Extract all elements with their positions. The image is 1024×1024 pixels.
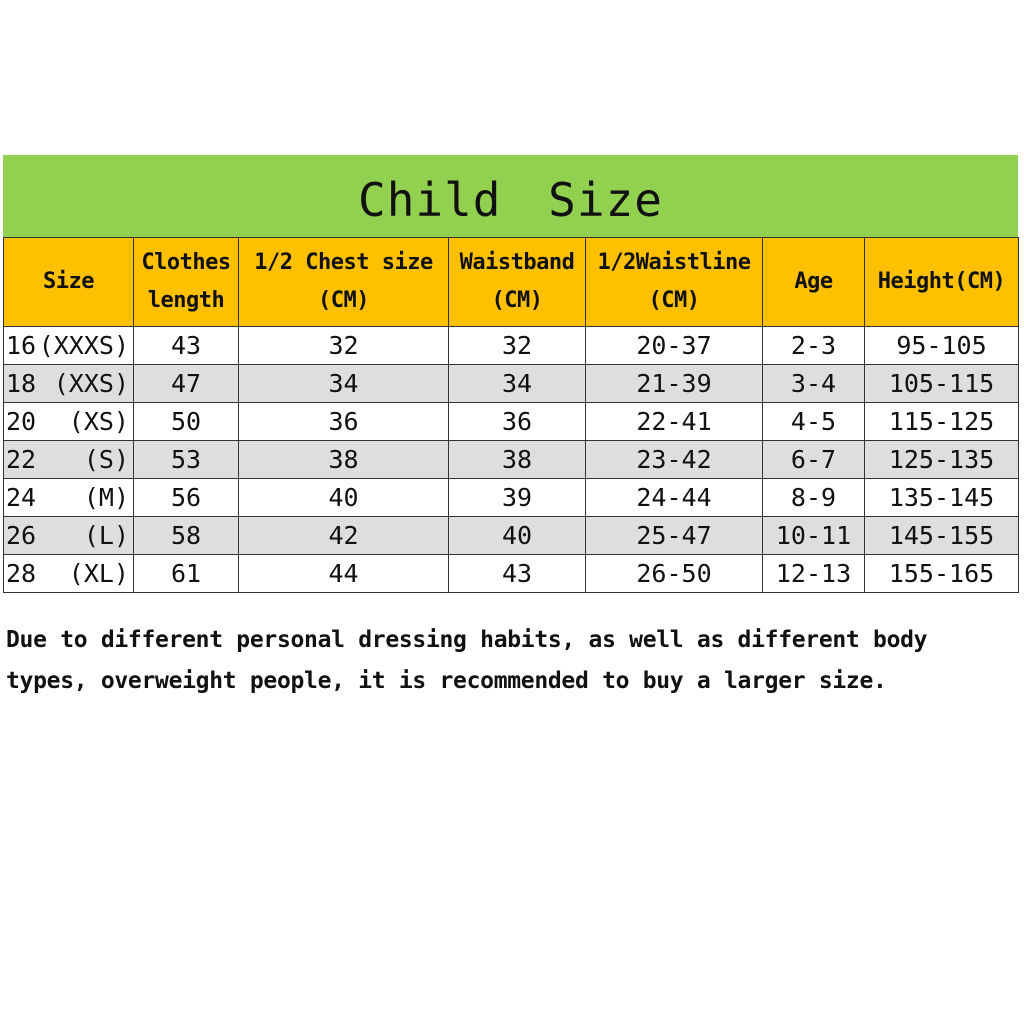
age-cell: 3-4 — [763, 365, 865, 403]
length-cell: 56 — [134, 479, 239, 517]
height-cell: 115-125 — [865, 403, 1019, 441]
note-line-2: types, overweight people, it is recommended to buy a larger size. — [6, 668, 887, 694]
waistline-cell: 24-44 — [586, 479, 763, 517]
chest-cell: 34 — [239, 365, 449, 403]
sizing-note — [6, 620, 1016, 702]
size-number: 16 — [6, 331, 37, 360]
table-row — [4, 327, 1019, 365]
table-row — [4, 517, 1019, 555]
size-cell — [4, 517, 134, 555]
column-header — [449, 238, 586, 327]
age-cell: 2-3 — [763, 327, 865, 365]
note-line-1: Due to different personal dressing habits, as well as different body — [6, 627, 928, 653]
waistband-cell: 43 — [449, 555, 586, 593]
waistline-cell: 25-47 — [586, 517, 763, 555]
age-cell: 12-13 — [763, 555, 865, 593]
column-header — [763, 238, 865, 327]
column-header-line: Waistband — [459, 250, 575, 275]
size-label: (XXXS) — [38, 331, 129, 360]
size-label: (XL) — [68, 559, 129, 588]
waistband-cell: 39 — [449, 479, 586, 517]
length-cell: 58 — [134, 517, 239, 555]
column-header — [4, 238, 134, 327]
size-cell — [4, 327, 134, 365]
column-header-line: 1/2 Chest size — [254, 250, 433, 275]
waistband-cell: 32 — [449, 327, 586, 365]
height-cell: 135-145 — [865, 479, 1019, 517]
height-cell: 125-135 — [865, 441, 1019, 479]
age-cell: 4-5 — [763, 403, 865, 441]
table-row — [4, 441, 1019, 479]
height-cell: 95-105 — [865, 327, 1019, 365]
column-header — [239, 238, 449, 327]
size-table — [3, 237, 1019, 593]
column-header-line: Height(CM) — [877, 269, 1006, 294]
column-header-unit: (CM) — [318, 288, 369, 313]
length-cell: 53 — [134, 441, 239, 479]
size-number: 24 — [6, 483, 37, 512]
waistline-cell: 21-39 — [586, 365, 763, 403]
size-chart — [3, 155, 1018, 593]
table-row — [4, 403, 1019, 441]
waistband-cell: 38 — [449, 441, 586, 479]
table-row — [4, 555, 1019, 593]
size-number: 22 — [6, 445, 37, 474]
chest-cell: 32 — [239, 327, 449, 365]
chest-cell: 40 — [239, 479, 449, 517]
size-cell — [4, 555, 134, 593]
height-cell: 105-115 — [865, 365, 1019, 403]
waistline-cell: 22-41 — [586, 403, 763, 441]
column-header-line: Size — [43, 269, 94, 294]
length-cell: 61 — [134, 555, 239, 593]
column-header — [865, 238, 1019, 327]
size-label: (XXS) — [53, 369, 129, 398]
size-number: 18 — [6, 369, 37, 398]
size-cell — [4, 441, 134, 479]
height-cell: 145-155 — [865, 517, 1019, 555]
height-cell: 155-165 — [865, 555, 1019, 593]
waistline-cell: 20-37 — [586, 327, 763, 365]
chest-cell: 36 — [239, 403, 449, 441]
waistline-cell: 26-50 — [586, 555, 763, 593]
length-cell: 47 — [134, 365, 239, 403]
length-cell: 50 — [134, 403, 239, 441]
column-header-unit: (CM) — [491, 288, 543, 313]
age-cell: 8-9 — [763, 479, 865, 517]
column-header-line: 1/2Waistline — [597, 250, 751, 275]
chest-cell: 42 — [239, 517, 449, 555]
size-number: 20 — [6, 407, 37, 436]
column-header — [586, 238, 763, 327]
table-row — [4, 365, 1019, 403]
size-label: (M) — [83, 483, 129, 512]
size-cell — [4, 479, 134, 517]
length-cell: 43 — [134, 327, 239, 365]
chest-cell: 44 — [239, 555, 449, 593]
age-cell: 10-11 — [763, 517, 865, 555]
waistband-cell: 34 — [449, 365, 586, 403]
size-label: (L) — [83, 521, 129, 550]
size-label: (XS) — [68, 407, 129, 436]
waistband-cell: 36 — [449, 403, 586, 441]
size-number: 26 — [6, 521, 37, 550]
waistband-cell: 40 — [449, 517, 586, 555]
column-header-line: Clothes — [141, 250, 231, 275]
size-label: (S) — [83, 445, 129, 474]
chart-title: Child Size — [3, 155, 1018, 237]
column-header-unit: length — [147, 288, 225, 313]
column-header-unit: (CM) — [648, 288, 700, 313]
size-cell — [4, 365, 134, 403]
table-row — [4, 479, 1019, 517]
size-number: 28 — [6, 559, 37, 588]
column-header — [134, 238, 239, 327]
chest-cell: 38 — [239, 441, 449, 479]
waistline-cell: 23-42 — [586, 441, 763, 479]
column-header-line: Age — [794, 269, 833, 294]
age-cell: 6-7 — [763, 441, 865, 479]
table-body — [4, 327, 1019, 593]
size-cell — [4, 403, 134, 441]
header-row — [4, 238, 1019, 327]
